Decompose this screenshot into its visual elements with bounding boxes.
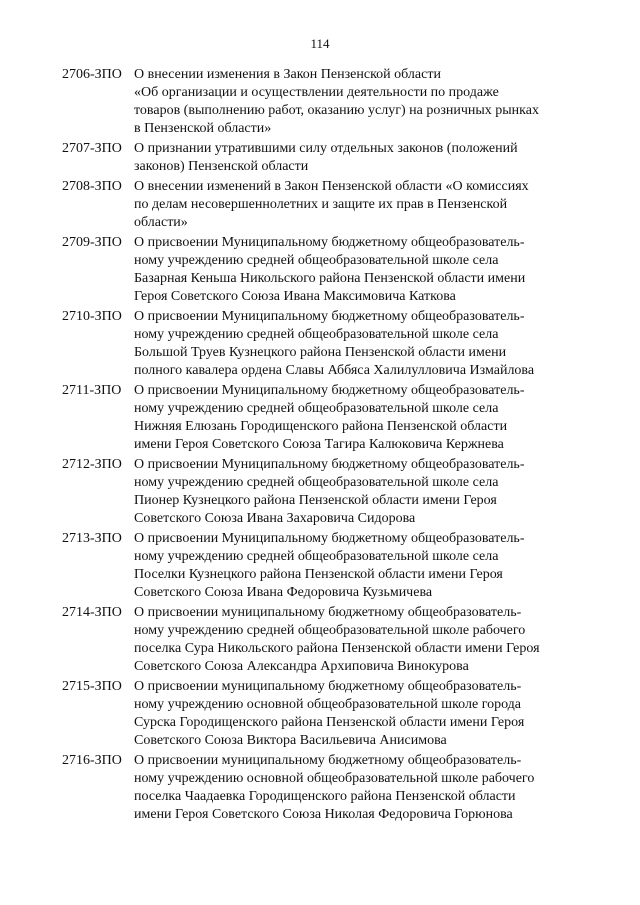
law-title: [134, 604, 582, 676]
law-title-line: Советского Союза Виктора Васильевича Анисимова: [134, 733, 447, 748]
law-number: 2712-ЗПО: [62, 457, 122, 472]
law-number: 2710-ЗПО: [62, 309, 122, 324]
law-title-line: ному учреждению средней общеобразовательной школе села: [134, 253, 499, 268]
law-title-line: Советского Союза Александра Архиповича Винокурова: [134, 659, 469, 674]
law-entry: [62, 308, 582, 380]
law-entry: [62, 66, 582, 138]
law-title-line: О присвоении Муниципальному бюджетному общеобразователь-: [134, 309, 525, 324]
law-number: 2709-ЗПО: [62, 235, 122, 250]
law-title-line: «Об организации и осуществлении деятельности по продаже: [134, 85, 499, 100]
law-title-line: О присвоении муниципальному бюджетному общеобразователь-: [134, 753, 522, 768]
law-title-line: поселка Сура Никольского района Пензенской области имени Героя: [134, 641, 540, 656]
law-title: [134, 234, 582, 306]
law-number: 2706-ЗПО: [62, 67, 122, 82]
law-title-line: О присвоении Муниципальному бюджетному общеобразователь-: [134, 235, 525, 250]
law-title-line: поселка Чаадаевка Городищенского района Пензенской области: [134, 789, 516, 804]
law-title-line: Сурска Городищенского района Пензенской области имени Героя: [134, 715, 525, 730]
law-title-line: Базарная Кеньша Никольского района Пензенской области имени: [134, 271, 526, 286]
law-entry: [62, 178, 582, 232]
law-number: 2715-ЗПО: [62, 679, 122, 694]
law-title-line: Нижняя Елюзань Городищенского района Пензенской области: [134, 419, 508, 434]
law-title-line: ному учреждению основной общеобразовательной школе рабочего: [134, 771, 535, 786]
law-title: [134, 752, 582, 824]
law-entry: [62, 140, 582, 176]
law-title-line: имени Героя Советского Союза Николая Федоровича Горюнова: [134, 807, 513, 822]
law-title: [134, 382, 582, 454]
law-title-line: ному учреждению средней общеобразовательной школе села: [134, 327, 499, 342]
law-title-line: законов) Пензенской области: [134, 159, 309, 174]
law-title-line: ному учреждению средней общеобразовательной школе села: [134, 549, 499, 564]
law-title-line: по делам несовершеннолетних и защите их прав в Пензенской: [134, 197, 508, 212]
law-number: 2711-ЗПО: [62, 383, 122, 398]
law-title-line: полного кавалера ордена Славы Аббяса Халилулловича Измайлова: [134, 363, 535, 378]
law-number: 2713-ЗПО: [62, 531, 122, 546]
law-title-line: О присвоении муниципальному бюджетному общеобразователь-: [134, 605, 522, 620]
page-number: 114: [310, 36, 330, 51]
law-entry: [62, 530, 582, 602]
law-title: [134, 178, 582, 232]
law-title-line: О присвоении муниципальному бюджетному общеобразователь-: [134, 679, 522, 694]
law-entry: [62, 752, 582, 824]
law-title-line: Героя Советского Союза Ивана Максимовича Каткова: [134, 289, 456, 304]
law-title-line: Советского Союза Ивана Федоровича Кузьмичева: [134, 585, 433, 600]
law-title-line: Поселки Кузнецкого района Пензенской области имени Героя: [134, 567, 503, 582]
law-title-line: О внесении изменения в Закон Пензенской области: [134, 67, 441, 82]
law-entry: [62, 604, 582, 676]
law-title: [134, 66, 582, 138]
law-title: [134, 456, 582, 528]
law-title-line: ному учреждению основной общеобразовательной школе города: [134, 697, 522, 712]
law-title: [134, 140, 582, 176]
law-title: [134, 678, 582, 750]
law-title-line: Большой Труев Кузнецкого района Пензенской области имени: [134, 345, 507, 360]
law-number: 2714-ЗПО: [62, 605, 122, 620]
law-entry: [62, 234, 582, 306]
law-title-line: О признании утратившими силу отдельных законов (положений: [134, 141, 518, 156]
law-title-line: ному учреждению средней общеобразовательной школе рабочего: [134, 623, 526, 638]
law-number: 2716-ЗПО: [62, 753, 122, 768]
law-title-line: области»: [134, 215, 188, 230]
law-title-line: О присвоении Муниципальному бюджетному общеобразователь-: [134, 457, 525, 472]
law-entry: [62, 456, 582, 528]
law-title-line: ному учреждению средней общеобразовательной школе села: [134, 475, 499, 490]
law-title-line: товаров (выполнению работ, оказанию услуг) на розничных рынках: [134, 103, 539, 118]
law-entry: [62, 678, 582, 750]
law-title-line: Пионер Кузнецкого района Пензенской области имени Героя: [134, 493, 497, 508]
law-title-line: в Пензенской области»: [134, 121, 272, 136]
law-number: 2708-ЗПО: [62, 179, 122, 194]
law-title-line: О присвоении Муниципальному бюджетному общеобразователь-: [134, 531, 525, 546]
law-number: 2707-ЗПО: [62, 141, 122, 156]
law-title: [134, 530, 582, 602]
law-entry: [62, 382, 582, 454]
law-title-line: Советского Союза Ивана Захаровича Сидорова: [134, 511, 416, 526]
law-title: [134, 308, 582, 380]
law-title-line: О внесении изменений в Закон Пензенской области «О комиссиях: [134, 179, 529, 194]
law-title-line: имени Героя Советского Союза Тагира Калюковича Кержнева: [134, 437, 504, 452]
law-list: [62, 66, 582, 826]
law-title-line: ному учреждению средней общеобразовательной школе села: [134, 401, 499, 416]
law-title-line: О присвоении Муниципальному бюджетному общеобразователь-: [134, 383, 525, 398]
